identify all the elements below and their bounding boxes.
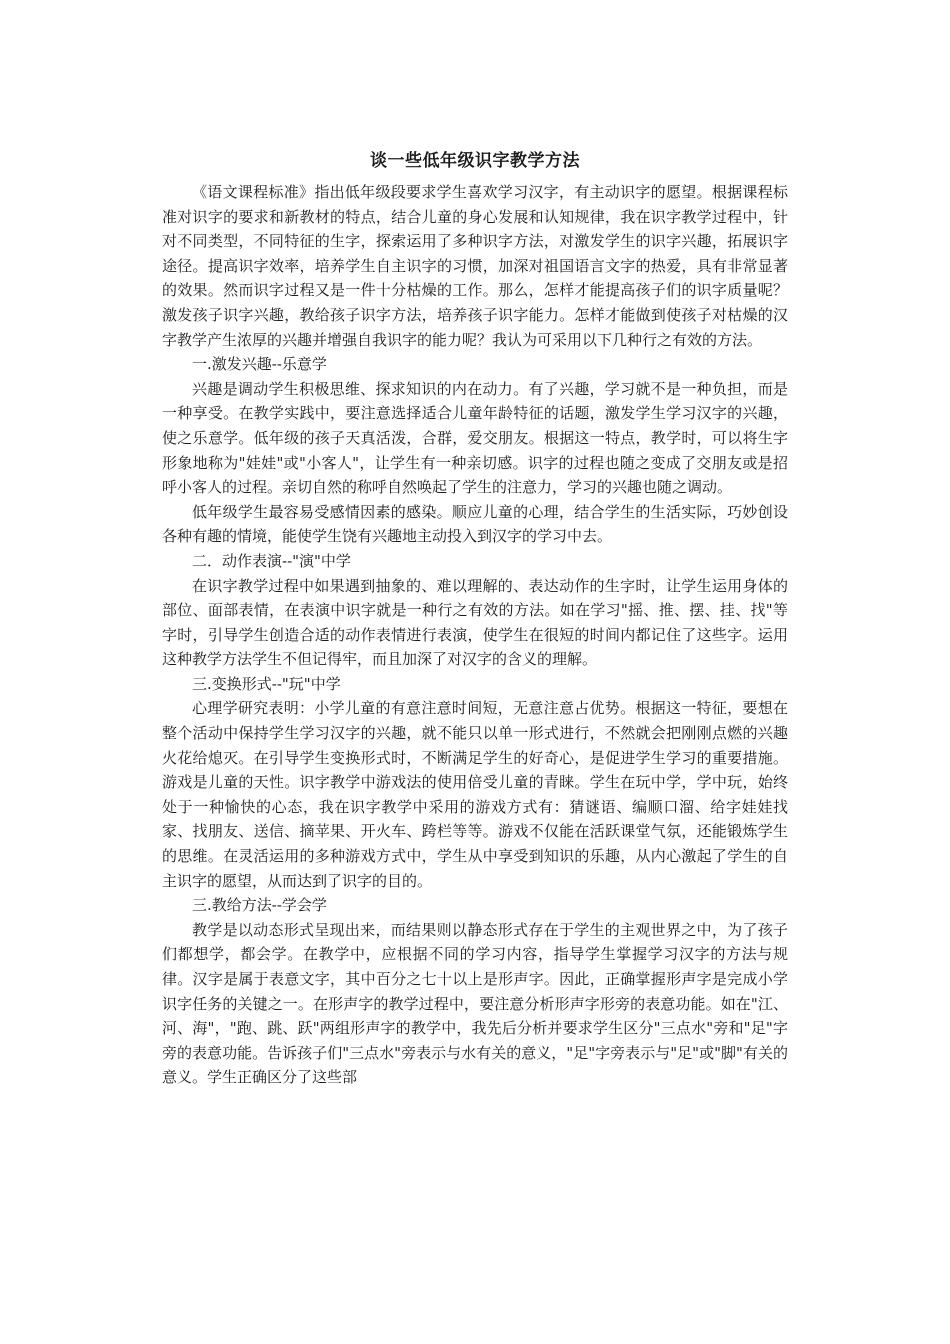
section-heading: 三.变换形式--"玩"中学 [192, 674, 341, 693]
section-paragraph: 兴趣是调动学生积极思维、探求知识的内在动力。有了兴趣，学习就不是一种负担，而是一种享受。在教学实践中，要注意选择适合儿童年龄特征的话题，激发学生学习汉字的兴趣，使之乐意学。低年级的孩子天真活泼，合群，爱交朋友。根据这一特点，教学时，可以将生字形象地称为"娃娃"或"小客人"，让学生有一种亲切感。识字的过程也随之变成了交朋友或是招呼小客人的过程。亲切自然的称呼自然唤起了学生的注意力，学习的兴趣也随之调动。 [162, 379, 788, 497]
section-paragraph: 在识字教学过程中如果遇到抽象的、难以理解的、表达动作的生字时，让学生运用身体的部位、面部表情，在表演中识字就是一种行之有效的方法。如在学习"摇、推、摆、挂、找"等字时，引导学生创造合适的动作表情进行表演，使学生在很短的时间内都记住了这些字。运用这种教学方法学生不但记得牢，而且加深了对汉字的含义的理解。 [162, 576, 788, 669]
intro-paragraph: 《语文课程标准》指出低年级段要求学生喜欢学习汉字，有主动识字的愿望。根据课程标准对识字的要求和新教材的特点，结合儿童的身心发展和认知规律，我在识字教学过程中，针对不同类型，不同特征的生字，探索运用了多种识字方法，对激发学生的识字兴趣，拓展识字途径。提高识字效率，培养学生自主识字的习惯，加深对祖国语言文字的热爱，具有非常显著的效果。然而识字过程又是一件十分枯燥的工作。那么，怎样才能提高孩子们的识字质量呢？激发孩子识字兴趣，教给孩子识字方法，培养孩子识字能力。怎样才能做到使孩子对枯燥的汉字教学产生浓厚的兴趣并增强自我识字的能力呢？我认为可采用以下几种行之有效的方法。 [162, 183, 788, 349]
section-1 [162, 352, 788, 549]
section-heading: 一.激发兴趣--乐意学 [192, 355, 327, 374]
section-paragraph: 教学是以动态形式呈现出来，而结果则以静态形式存在于学生的主观世界之中，为了孩子们都想学，都会学。在教学中，应根据不同的学习内容，指导学生掌握学习汉字的方法与规律。汉字是属于表意文字，其中百分之七十以上是形声字。因此，正确掌握形声字是完成小学识字任务的关键之一。在形声字的教学过程中，要注意分析形声字形旁的表意功能。如在"江、河、海"，"跑、跳、跃"两组形声字的教学中，我先后分析并要求学生区分"三点水"旁和"足"字旁的表意功能。告诉孩子们"三点水"旁表示与水有关的意义，"足"字旁表示与"足"或"脚"有关的意义。学生正确区分了这些部 [162, 920, 788, 1087]
document-title: 谈一些低年级识字教学方法 [370, 151, 580, 171]
section-heading: 三.教给方法--学会学 [192, 896, 327, 915]
section-3 [162, 672, 788, 893]
section-2 [162, 549, 788, 672]
section-paragraph: 低年级学生最容易受感情因素的感染。顺应儿童的心理，结合学生的生活实际，巧妙创设各种有趣的情境，能使学生饶有兴趣地主动投入到汉字的学习中去。 [162, 502, 788, 546]
document-page [162, 148, 788, 1090]
section-paragraph: 心理学研究表明：小学儿童的有意注意时间短，无意注意占优势。根据这一特征，要想在整个活动中保持学生学习汉字的兴趣，就不能只以单一形式进行，不然就会把刚刚点燃的兴趣火花给熄灭。在引导学生变换形式时，不断满足学生的好奇心，是促进学生学习的重要措施。游戏是儿童的天性。识字教学中游戏法的使用倍受儿童的青睐。学生在玩中学，学中玩，始终处于一种愉快的心态，我在识字教学中采用的游戏方式有：猜谜语、编顺口溜、给字娃娃找家、找朋友、送信、摘苹果、开火车、跨栏等等。游戏不仅能在活跃课堂气氛，还能锻炼学生的思维。在灵活运用的多种游戏方式中，学生从中享受到知识的乐趣，从内心激起了学生的自主识字的愿望，从而达到了识字的目的。 [162, 699, 788, 890]
section-heading: 二．动作表演--"演"中学 [192, 551, 351, 570]
section-4 [162, 893, 788, 1090]
